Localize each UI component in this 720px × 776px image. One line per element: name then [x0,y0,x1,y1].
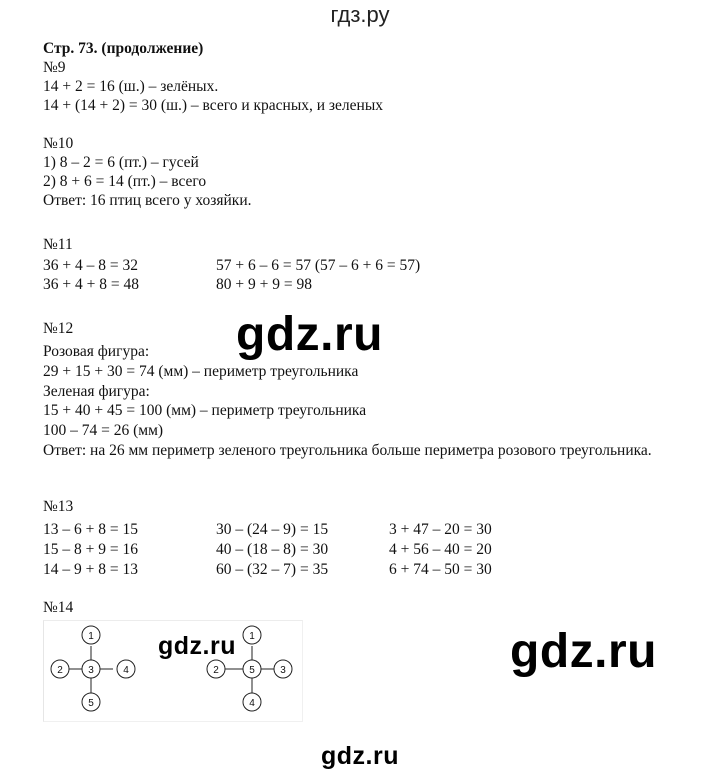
cross-1-center-label: 3 [88,665,94,676]
exercise-11-expression: 36 + 4 + 8 = 48 [43,276,139,293]
exercise-13-expression: 30 – (24 – 9) = 15 [216,521,329,538]
exercise-12-line: Розовая фигура: [43,343,150,360]
watermark-right: gdz.ru [510,625,657,678]
cross-2-bottom-label: 4 [249,698,255,709]
cross-1-bottom-label: 5 [88,698,94,709]
page-header: Стр. 73. (продолжение) [43,40,204,57]
exercise-10-line: 2) 8 + 6 = 14 (пт.) – всего [43,173,207,190]
exercise-9-line: 14 + 2 = 16 (ш.) – зелёных. [43,78,219,95]
exercise-12-line: Зеленая фигура: [43,383,150,400]
exercise-13-expression: 3 + 47 – 20 = 30 [389,521,492,538]
watermark-main: gdz.ru [236,308,383,361]
exercise-11-expression: 80 + 9 + 9 = 98 [216,276,312,293]
exercise-12-line: 15 + 40 + 45 = 100 (мм) – периметр треугольника [43,402,367,419]
cross-2-right-label: 3 [280,665,286,676]
exercise-13-expression: 13 – 6 + 8 = 15 [43,521,138,538]
exercise-12-line: 100 – 74 = 26 (мм) [43,422,164,439]
exercise-14-label: №14 [43,599,74,616]
exercise-13-expression: 6 + 74 – 50 = 30 [389,561,492,578]
exercise-11-expression: 57 + 6 – 6 = 57 (57 – 6 + 6 = 57) [216,257,421,274]
exercise-9-label: №9 [43,59,66,76]
cross-2-left-label: 2 [213,665,219,676]
exercise-9-line: 14 + (14 + 2) = 30 (ш.) – всего и красных, и зеленых [43,97,383,114]
exercise-10-line: 1) 8 – 2 = 6 (пт.) – гусей [43,154,199,171]
cross-2-center-label: 5 [249,665,255,676]
exercise-13-expression: 15 – 8 + 9 = 16 [43,541,138,558]
exercise-12-answer: Ответ: на 26 мм периметр зеленого треугольника больше периметра розового треугольника. [43,442,652,459]
exercise-13-expression: 40 – (18 – 8) = 30 [216,541,329,558]
exercise-10-answer: Ответ: 16 птиц всего у хозяйки. [43,192,252,209]
exercise-11-expression: 36 + 4 – 8 = 32 [43,257,138,274]
cross-2-top-label: 1 [249,631,255,642]
watermark-bottom: gdz.ru [321,742,399,770]
site-title: гдз.ру [330,2,390,27]
exercise-13-label: №13 [43,498,74,515]
exercise-12-label: №12 [43,320,74,337]
exercise-13-expression: 4 + 56 – 40 = 20 [389,541,492,558]
cross-1-right-label: 4 [123,665,129,676]
exercise-13-expression: 14 – 9 + 8 = 13 [43,561,138,578]
watermark-small: gdz.ru [158,632,236,660]
cross-1-left-label: 2 [57,665,63,676]
exercise-13-expression: 60 – (32 – 7) = 35 [216,561,329,578]
exercise-10-label: №10 [43,135,74,152]
cross-1-top-label: 1 [88,631,94,642]
exercise-12-line: 29 + 15 + 30 = 74 (мм) – периметр треугольника [43,363,359,380]
exercise-11-label: №11 [43,236,73,253]
